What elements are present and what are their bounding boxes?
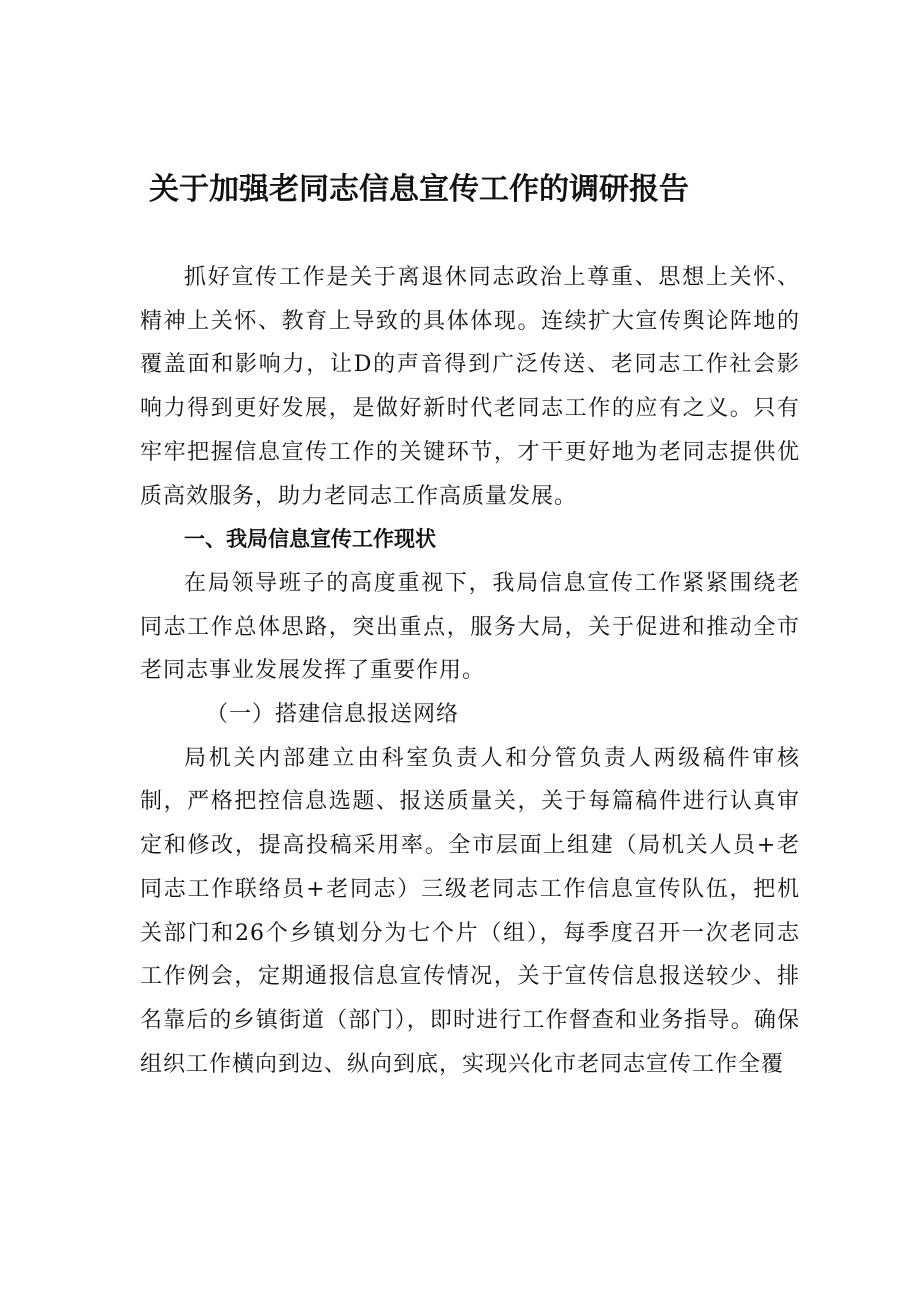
document-title: 关于加强老同志信息宣传工作的调研报告	[149, 172, 689, 207]
paragraph-intro: 抓好宣传工作是关于离退休同志政治上尊重、思想上关怀、精神上关怀、教育上导致的具体体现。连续扩大宣传舆论阵地的覆盖面和影响力，让D的声音得到广泛传送、老同志工作社会影响力得到更好发展，是做好新时代老同志工作的应有之义。只有牢牢把握信息宣传工作的关键环节，才干更好地为老同志提供优质高效服务，助力老同志工作高质量发展。	[140, 265, 800, 509]
paragraph-network: 局机关内部建立由科室负责人和分管负责人两级稿件审核制，严格把控信息选题、报送质量关，关于每篇稿件进行认真审定和修改，提高投稿采用率。全市层面上组建（局机关人员+老同志工作联络员+老同志）三级老同志工作信息宣传队伍，把机关部门和26个乡镇划分为七个片（组），每季度召开一次老同志工作例会，定期通报信息宣传情况，关于宣传信息报送较少、排名靠后的乡镇街道（部门），即时进行工作督查和业务指导。确保组织工作横向到边、纵向到底，实现兴化市老同志宣传工作全覆	[140, 745, 800, 1077]
document-body	[140, 256, 800, 1086]
paragraph-status: 在局领导班子的高度重视下，我局信息宣传工作紧紧围绕老同志工作总体思路，突出重点，服务大局，关于促进和推动全市老同志事业发展发挥了重要作用。	[140, 570, 800, 684]
section-heading-1: 一、我局信息宣传工作现状	[184, 527, 436, 552]
subsection-heading-1: （一）搭建信息报送网络	[206, 702, 460, 728]
